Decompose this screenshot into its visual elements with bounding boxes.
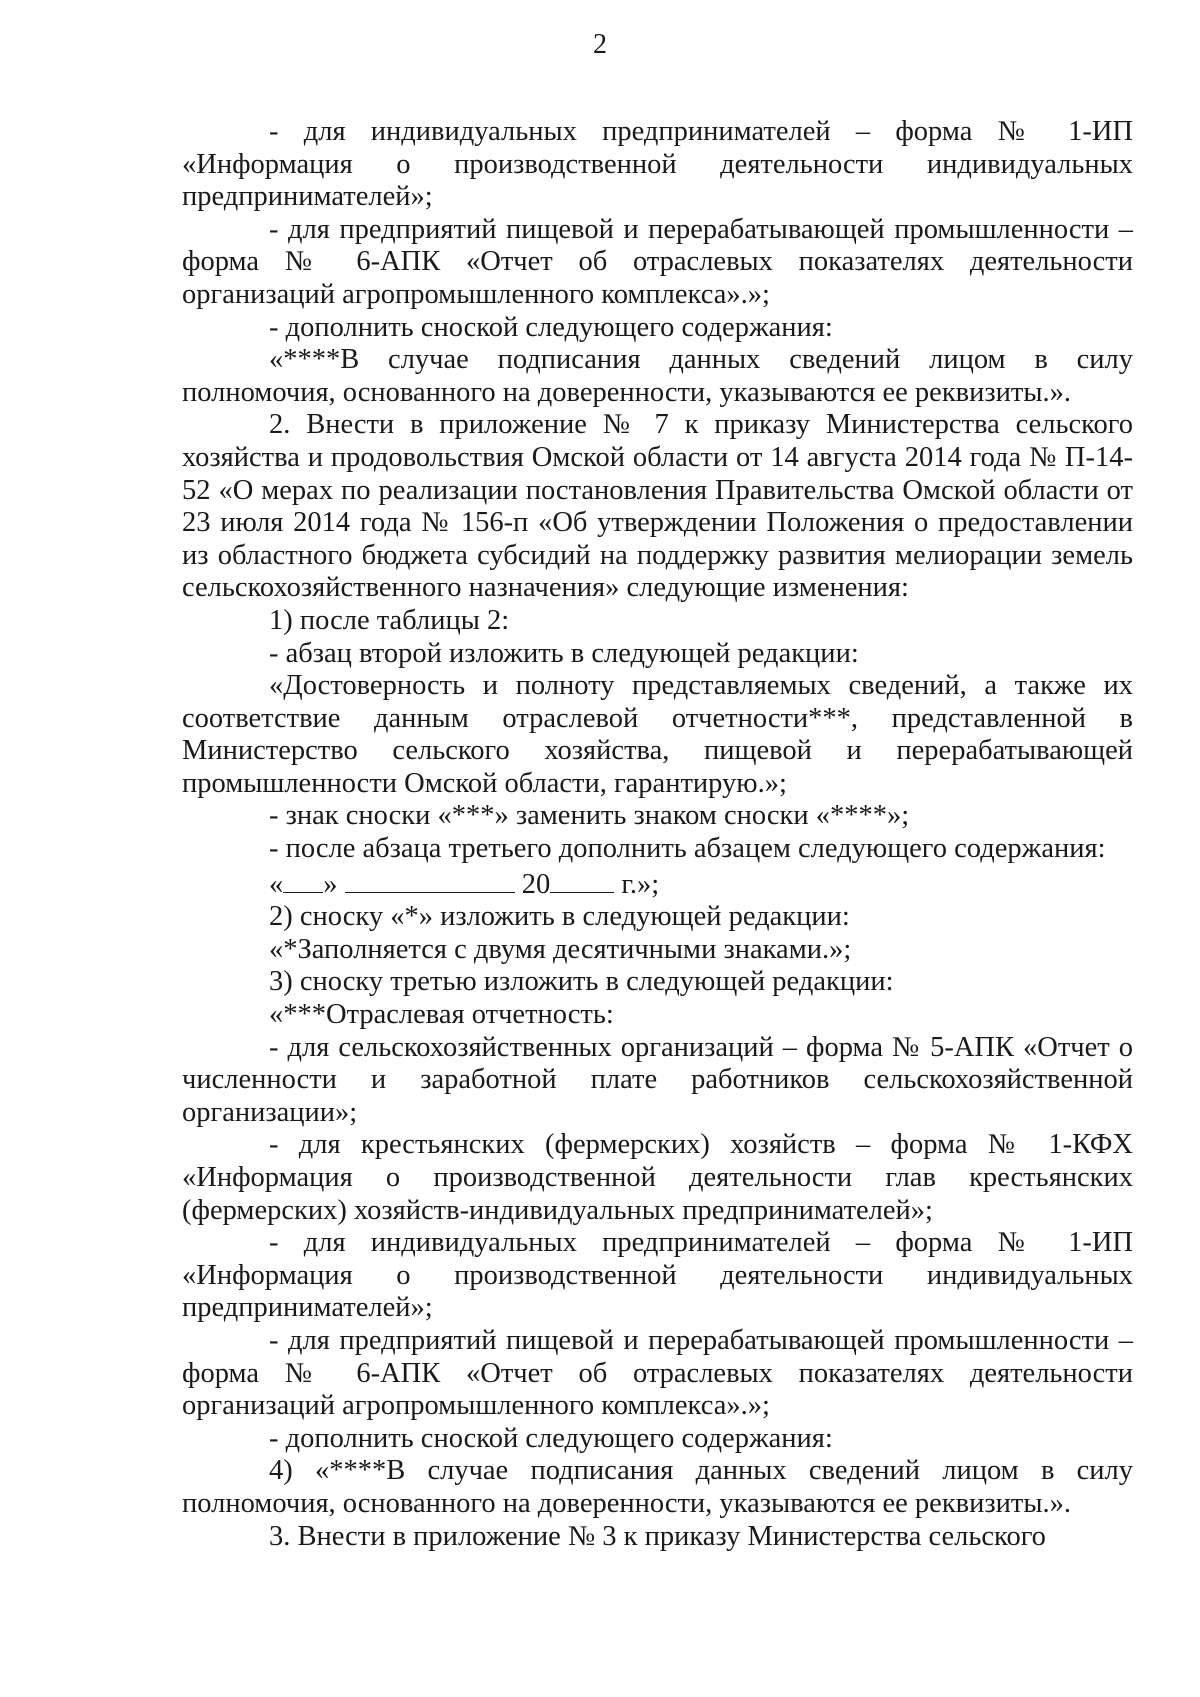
paragraph: 3) сноску третью изложить в следующей редакции:: [269, 966, 894, 998]
date-close-quote: »: [323, 868, 338, 900]
paragraph: - для предприятий пищевой и перерабатывающей промышленности – форма № 6-АПК «Отчет об отраслевых показателях деятельности организаций агропромышленного комплекса».»;: [182, 1324, 1133, 1422]
paragraph: - для индивидуальных предпринимателей – форма № 1-ИП «Информация о производственной деятельности индивидуальных предпринимателей»;: [182, 116, 1133, 213]
paragraph: - для крестьянских (фермерских) хозяйств – форма № 1-КФХ «Информация о производственной деятельности глав крестьянских (фермерских) хозяйств-индивидуальных предпринимателей»;: [182, 1129, 1133, 1226]
paragraph: - для предприятий пищевой и перерабатывающей промышленности – форма № 6-АПК «Отчет об отраслевых показателях деятельности организаций агропромышленного комплекса».»;: [182, 213, 1133, 310]
date-open-quote: «: [269, 868, 284, 900]
paragraph: 1) после таблицы 2:: [269, 604, 510, 636]
date-template-line: [182, 866, 1133, 902]
year-blank: [550, 866, 614, 893]
paragraph: «***Отраслевая отчетность:: [269, 999, 614, 1031]
paragraph: - абзац второй изложить в следующей редакции:: [269, 637, 859, 669]
date-suffix: г.»;: [614, 868, 660, 900]
paragraph: «****В случае подписания данных сведений лицом в силу полномочия, основанного на доверенности, указываются ее реквизиты.».: [182, 344, 1133, 408]
page-number: 2: [593, 29, 607, 60]
month-blank: [345, 866, 515, 893]
document-body: [182, 116, 1133, 1553]
paragraph: 4) «****В случае подписания данных сведений лицом в силу полномочия, основанного на доверенности, указываются ее реквизиты.».: [182, 1455, 1133, 1519]
day-blank: [283, 866, 323, 893]
paragraph: 2) сноску «*» изложить в следующей редакции:: [269, 901, 850, 933]
paragraph: - знак сноски «***» заменить знаком сноски «****»;: [269, 800, 910, 832]
year-prefix: 20: [521, 868, 551, 900]
paragraph: «Достоверность и полноту представляемых сведений, а также их соответствие данным отраслевой отчетности***, представленной в Министерство сельского хозяйства, пищевой и перерабатывающей промышленности Омской области, гарантирую.»;: [182, 670, 1133, 799]
paragraph: «*Заполняется с двумя десятичными знаками.»;: [269, 933, 852, 965]
paragraph: - после абзаца третьего дополнить абзацем следующего содержания:: [269, 833, 1106, 865]
paragraph: - дополнить сноской следующего содержания:: [269, 1422, 833, 1454]
paragraph: - дополнить сноской следующего содержания:: [269, 311, 833, 343]
paragraph: - для индивидуальных предпринимателей – форма № 1-ИП «Информация о производственной деятельности индивидуальных предпринимателей»;: [182, 1227, 1133, 1324]
paragraph: - для сельскохозяйственных организаций – форма № 5-АПК «Отчет о численности и заработной плате работников сельскохозяйственной организации»;: [182, 1031, 1133, 1128]
paragraph: 3. Внести в приложение № 3 к приказу Министерства сельского: [269, 1520, 1046, 1552]
paragraph: 2. Внести в приложение № 7 к приказу Министерства сельского хозяйства и продовольствия Омской области от 14 августа 2014 года № П-14-52 «О мерах по реализации постановления Правительства Омской области от 23 июля 2014 года № 156-п «Об утверждении Положения о предоставлении из областного бюджета субсидий на поддержку развития мелиорации земель сельскохозяйственного назначения» следующие изменения:: [182, 409, 1133, 604]
